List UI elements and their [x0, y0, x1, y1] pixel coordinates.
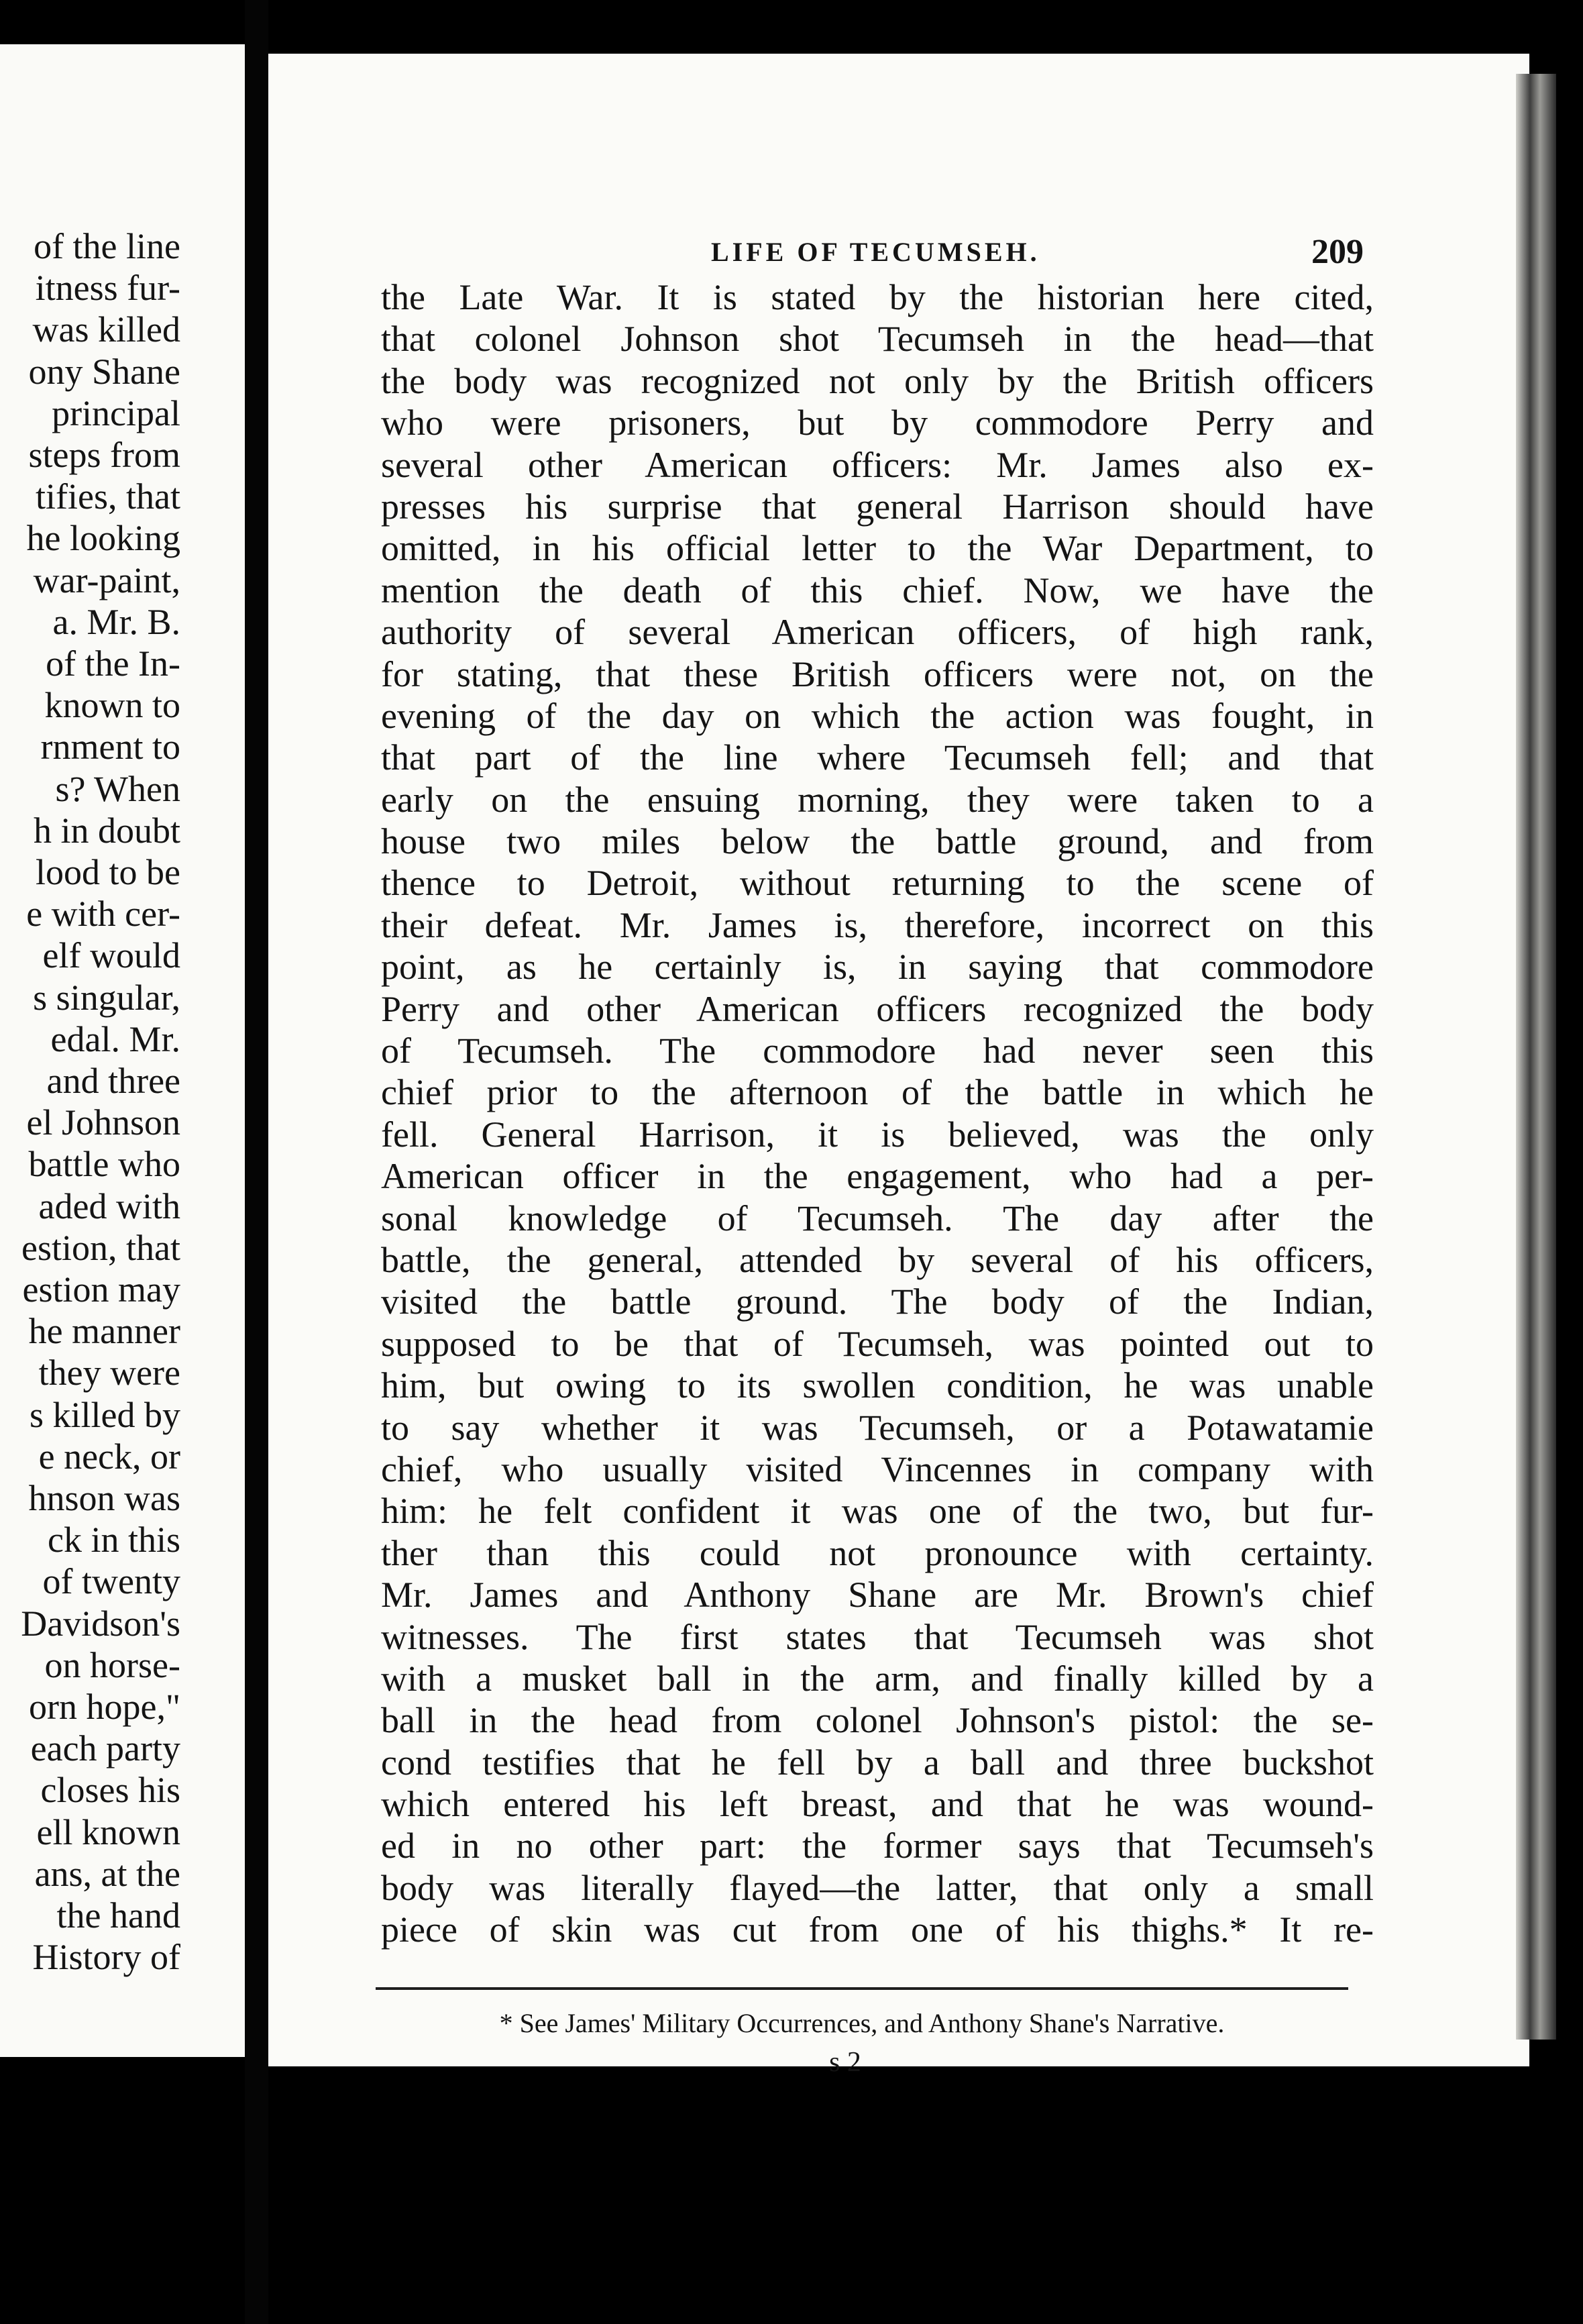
- left-page-line: war-paint,: [33, 560, 180, 600]
- left-page-line: each party: [30, 1728, 180, 1769]
- left-page-line: of twenty: [42, 1561, 180, 1602]
- left-page-line: of the line: [34, 226, 180, 266]
- left-page-line: and three: [46, 1061, 180, 1101]
- body-line: several other American officers: Mr. James also ex-: [381, 444, 1374, 485]
- left-page-line: he looking: [26, 518, 180, 559]
- left-page-line: was killed: [32, 309, 180, 350]
- signature-mark: s 2: [829, 2047, 861, 2078]
- left-page: [0, 44, 245, 2057]
- left-page-line: el Johnson: [26, 1102, 180, 1143]
- body-line: authority of several American officers, of high rank,: [381, 612, 1374, 653]
- left-page-line: he manner: [28, 1311, 180, 1352]
- left-page-line: itness fur-: [35, 268, 180, 309]
- body-line: early on the ensuing morning, they were taken to a: [381, 779, 1374, 820]
- left-page-line: elf would: [42, 935, 180, 976]
- left-page-line: hnson was: [28, 1478, 180, 1518]
- left-page-line: ell known: [36, 1811, 180, 1852]
- left-page-line: edal. Mr.: [50, 1018, 180, 1059]
- running-head: LIFE OF TECUMSEH.: [711, 237, 1040, 267]
- left-page-line: aded with: [38, 1185, 180, 1226]
- body-line: that part of the line where Tecumseh fell; and that: [381, 737, 1374, 778]
- left-page-line: on horse-: [44, 1644, 180, 1685]
- left-page-line: a. Mr. B.: [52, 601, 180, 642]
- left-page-line: of the In-: [46, 643, 180, 684]
- left-page-line: s singular,: [33, 977, 180, 1018]
- body-line: to say whether it was Tecumseh, or a Potawatamie: [381, 1407, 1374, 1448]
- body-line: mention the death of this chief. Now, we have the: [381, 570, 1374, 611]
- body-line: piece of skin was cut from one of his thighs.* It re-: [381, 1909, 1374, 1950]
- left-page-line: battle who: [28, 1144, 180, 1185]
- footnote: * See James' Military Occurrences, and Anthony Shane's Narrative.: [499, 2008, 1225, 2038]
- body-line: ed in no other part: the former says that Tecumseh's: [381, 1826, 1374, 1866]
- body-line: the Late War. It is stated by the historian here cited,: [381, 277, 1374, 317]
- book-gutter: [245, 0, 268, 2324]
- left-page-line: tifies, that: [36, 476, 180, 517]
- body-line: Perry and other American officers recognized the body: [381, 988, 1374, 1029]
- body-line: body was literally flayed—the latter, that only a small: [381, 1867, 1374, 1908]
- left-page-line: ck in this: [48, 1520, 180, 1561]
- body-line: witnesses. The first states that Tecumseh was shot: [381, 1616, 1374, 1657]
- left-page-line: known to: [44, 685, 180, 726]
- body-line: ball in the head from colonel Johnson's pistol: the se-: [381, 1700, 1374, 1741]
- left-page-line: e neck, or: [38, 1436, 180, 1477]
- left-page-line: rnment to: [40, 727, 180, 768]
- body-line: battle, the general, attended by several of his officers,: [381, 1239, 1374, 1280]
- body-line: who were prisoners, but by commodore Perry and: [381, 403, 1374, 443]
- left-page-line: ans, at the: [34, 1853, 180, 1894]
- left-page-line: estion, that: [21, 1227, 180, 1268]
- body-line: thence to Detroit, without returning to the scene of: [381, 863, 1374, 904]
- body-line: Mr. James and Anthony Shane are Mr. Brown's chief: [381, 1575, 1374, 1616]
- body-line: of Tecumseh. The commodore had never seen this: [381, 1031, 1374, 1071]
- left-page-line: s? When: [55, 768, 180, 809]
- left-page-line: ony Shane: [28, 351, 180, 392]
- body-line: cond testifies that he fell by a ball and three buckshot: [381, 1742, 1374, 1783]
- left-page-line: orn hope,": [29, 1687, 180, 1727]
- left-page-line: History of: [32, 1937, 180, 1978]
- left-page-line: principal: [52, 392, 180, 433]
- left-page-line: closes his: [40, 1770, 180, 1811]
- left-page-line: h in doubt: [33, 810, 180, 851]
- body-line: which entered his left breast, and that he was wound-: [381, 1784, 1374, 1825]
- left-page-line: Davidson's: [21, 1603, 180, 1644]
- left-page-line: estion may: [22, 1269, 180, 1310]
- left-page-line: s killed by: [30, 1394, 180, 1435]
- body-line: presses his surprise that general Harrison should have: [381, 486, 1374, 527]
- body-line: chief, who usually visited Vincennes in company with: [381, 1448, 1374, 1489]
- body-line: evening of the day on which the action was fought, in: [381, 695, 1374, 736]
- body-line: supposed to be that of Tecumseh, was pointed out to: [381, 1323, 1374, 1364]
- footnote-rule: [376, 1987, 1348, 1990]
- body-line: ther than this could not pronounce with certainty.: [381, 1532, 1374, 1573]
- body-line: their defeat. Mr. James is, therefore, incorrect on this: [381, 904, 1374, 945]
- body-line: visited the battle ground. The body of the Indian,: [381, 1281, 1374, 1322]
- body-line: point, as he certainly is, in saying that commodore: [381, 947, 1374, 988]
- body-line: him: he felt confident it was one of the two, but fur-: [381, 1491, 1374, 1532]
- body-line: that colonel Johnson shot Tecumseh in the head—that: [381, 319, 1374, 360]
- body-line: omitted, in his official letter to the War Department, to: [381, 528, 1374, 569]
- body-text: [381, 276, 1374, 1951]
- left-page-line: they were: [38, 1353, 180, 1393]
- body-line: fell. General Harrison, it is believed, was the only: [381, 1114, 1374, 1155]
- body-line: American officer in the engagement, who had a per-: [381, 1156, 1374, 1197]
- body-line: house two miles below the battle ground, and from: [381, 821, 1374, 862]
- left-page-line: lood to be: [36, 852, 180, 892]
- body-line: for stating, that these British officers were not, on the: [381, 653, 1374, 694]
- body-line: the body was recognized not only by the British officers: [381, 360, 1374, 401]
- body-line: chief prior to the afternoon of the battle in which he: [381, 1072, 1374, 1113]
- body-line: sonal knowledge of Tecumseh. The day after the: [381, 1198, 1374, 1238]
- left-page-line: steps from: [28, 435, 180, 475]
- body-line: him, but owing to its swollen condition, he was unable: [381, 1365, 1374, 1406]
- page-number: 209: [1311, 233, 1364, 271]
- left-page-line: the hand: [56, 1895, 180, 1936]
- page-edge: [1516, 74, 1556, 2040]
- body-line: with a musket ball in the arm, and finally killed by a: [381, 1658, 1374, 1699]
- left-page-line: e with cer-: [26, 894, 180, 935]
